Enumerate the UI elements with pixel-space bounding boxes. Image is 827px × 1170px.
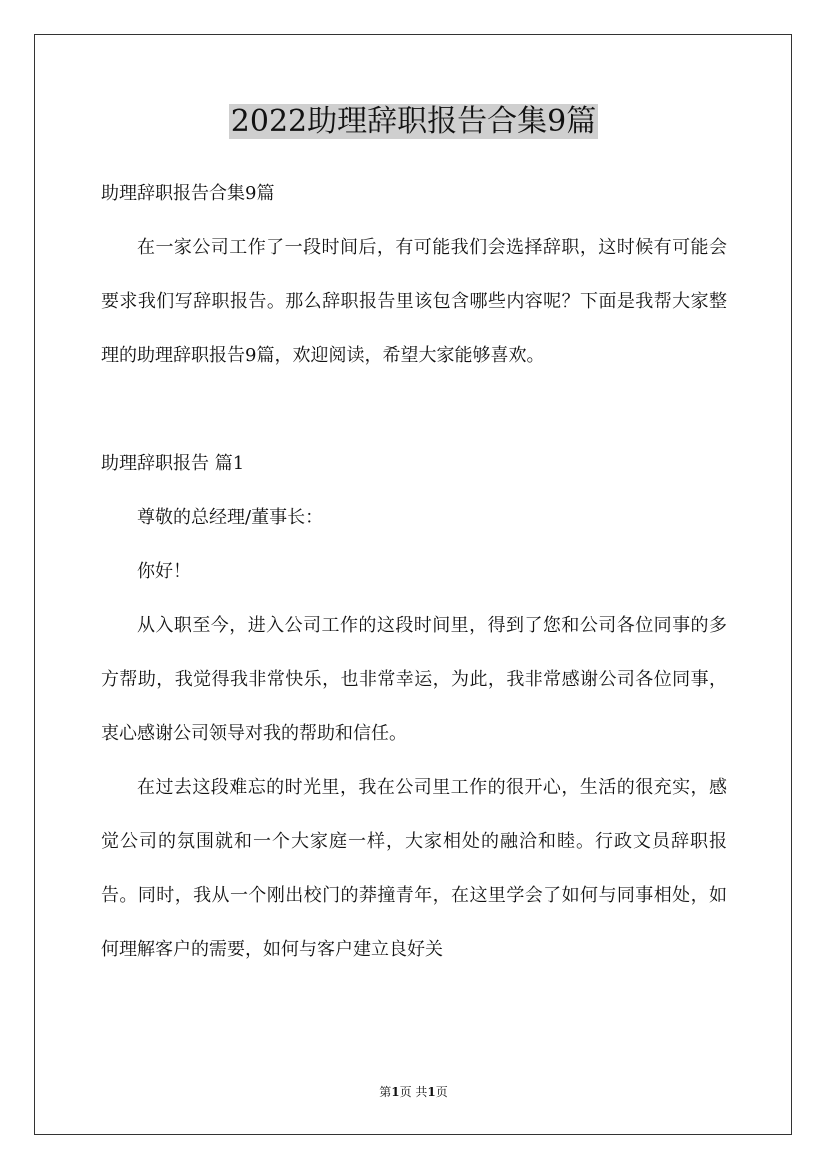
footer-page-mid: 页 共 [399,1085,428,1099]
salutation: 尊敬的总经理/董事长： [137,507,324,528]
document-title-text: 2022助理辞职报告合集9篇 [230,104,597,139]
greeting: 你好！ [137,561,191,582]
body-paragraph-1: 从入职至今，进入公司工作的这段时间里，得到了您和公司各位同事的多方帮助，我觉得我非常快乐，也非常幸运，为此，我非常感谢公司各位同事，衷心感谢公司领导对我的帮助和信任。 [101,615,727,744]
paragraph-gap [101,383,727,437]
body-paragraph-2: 在过去这段难忘的时光里，我在公司里工作的很开心，生活的很充实，感觉公司的氛围就和一个大家庭一样，大家相处的融洽和睦。行政文员辞职报告。同时，我从一个刚出校门的莽撞青年，在这里学会了如何与同事相处，如何理解客户的需要，如何与客户建立良好关 [101,777,727,960]
page-footer [0,1084,827,1100]
footer-page-current: 1 [391,1085,400,1099]
document-subtitle: 助理辞职报告合集9篇 [101,183,275,204]
section-heading: 助理辞职报告 篇1 [101,453,245,474]
document-body [101,167,727,977]
footer-page-total: 1 [427,1085,436,1099]
document-title [0,102,827,142]
footer-page-suffix: 页 [435,1085,448,1099]
footer-page-prefix: 第 [379,1085,392,1099]
intro-paragraph: 在一家公司工作了一段时间后，有可能我们会选择辞职，这时候有可能会要求我们写辞职报告。那么辞职报告里该包含哪些内容呢？下面是我帮大家整理的助理辞职报告9篇，欢迎阅读，希望大家能够喜欢。 [101,237,727,366]
